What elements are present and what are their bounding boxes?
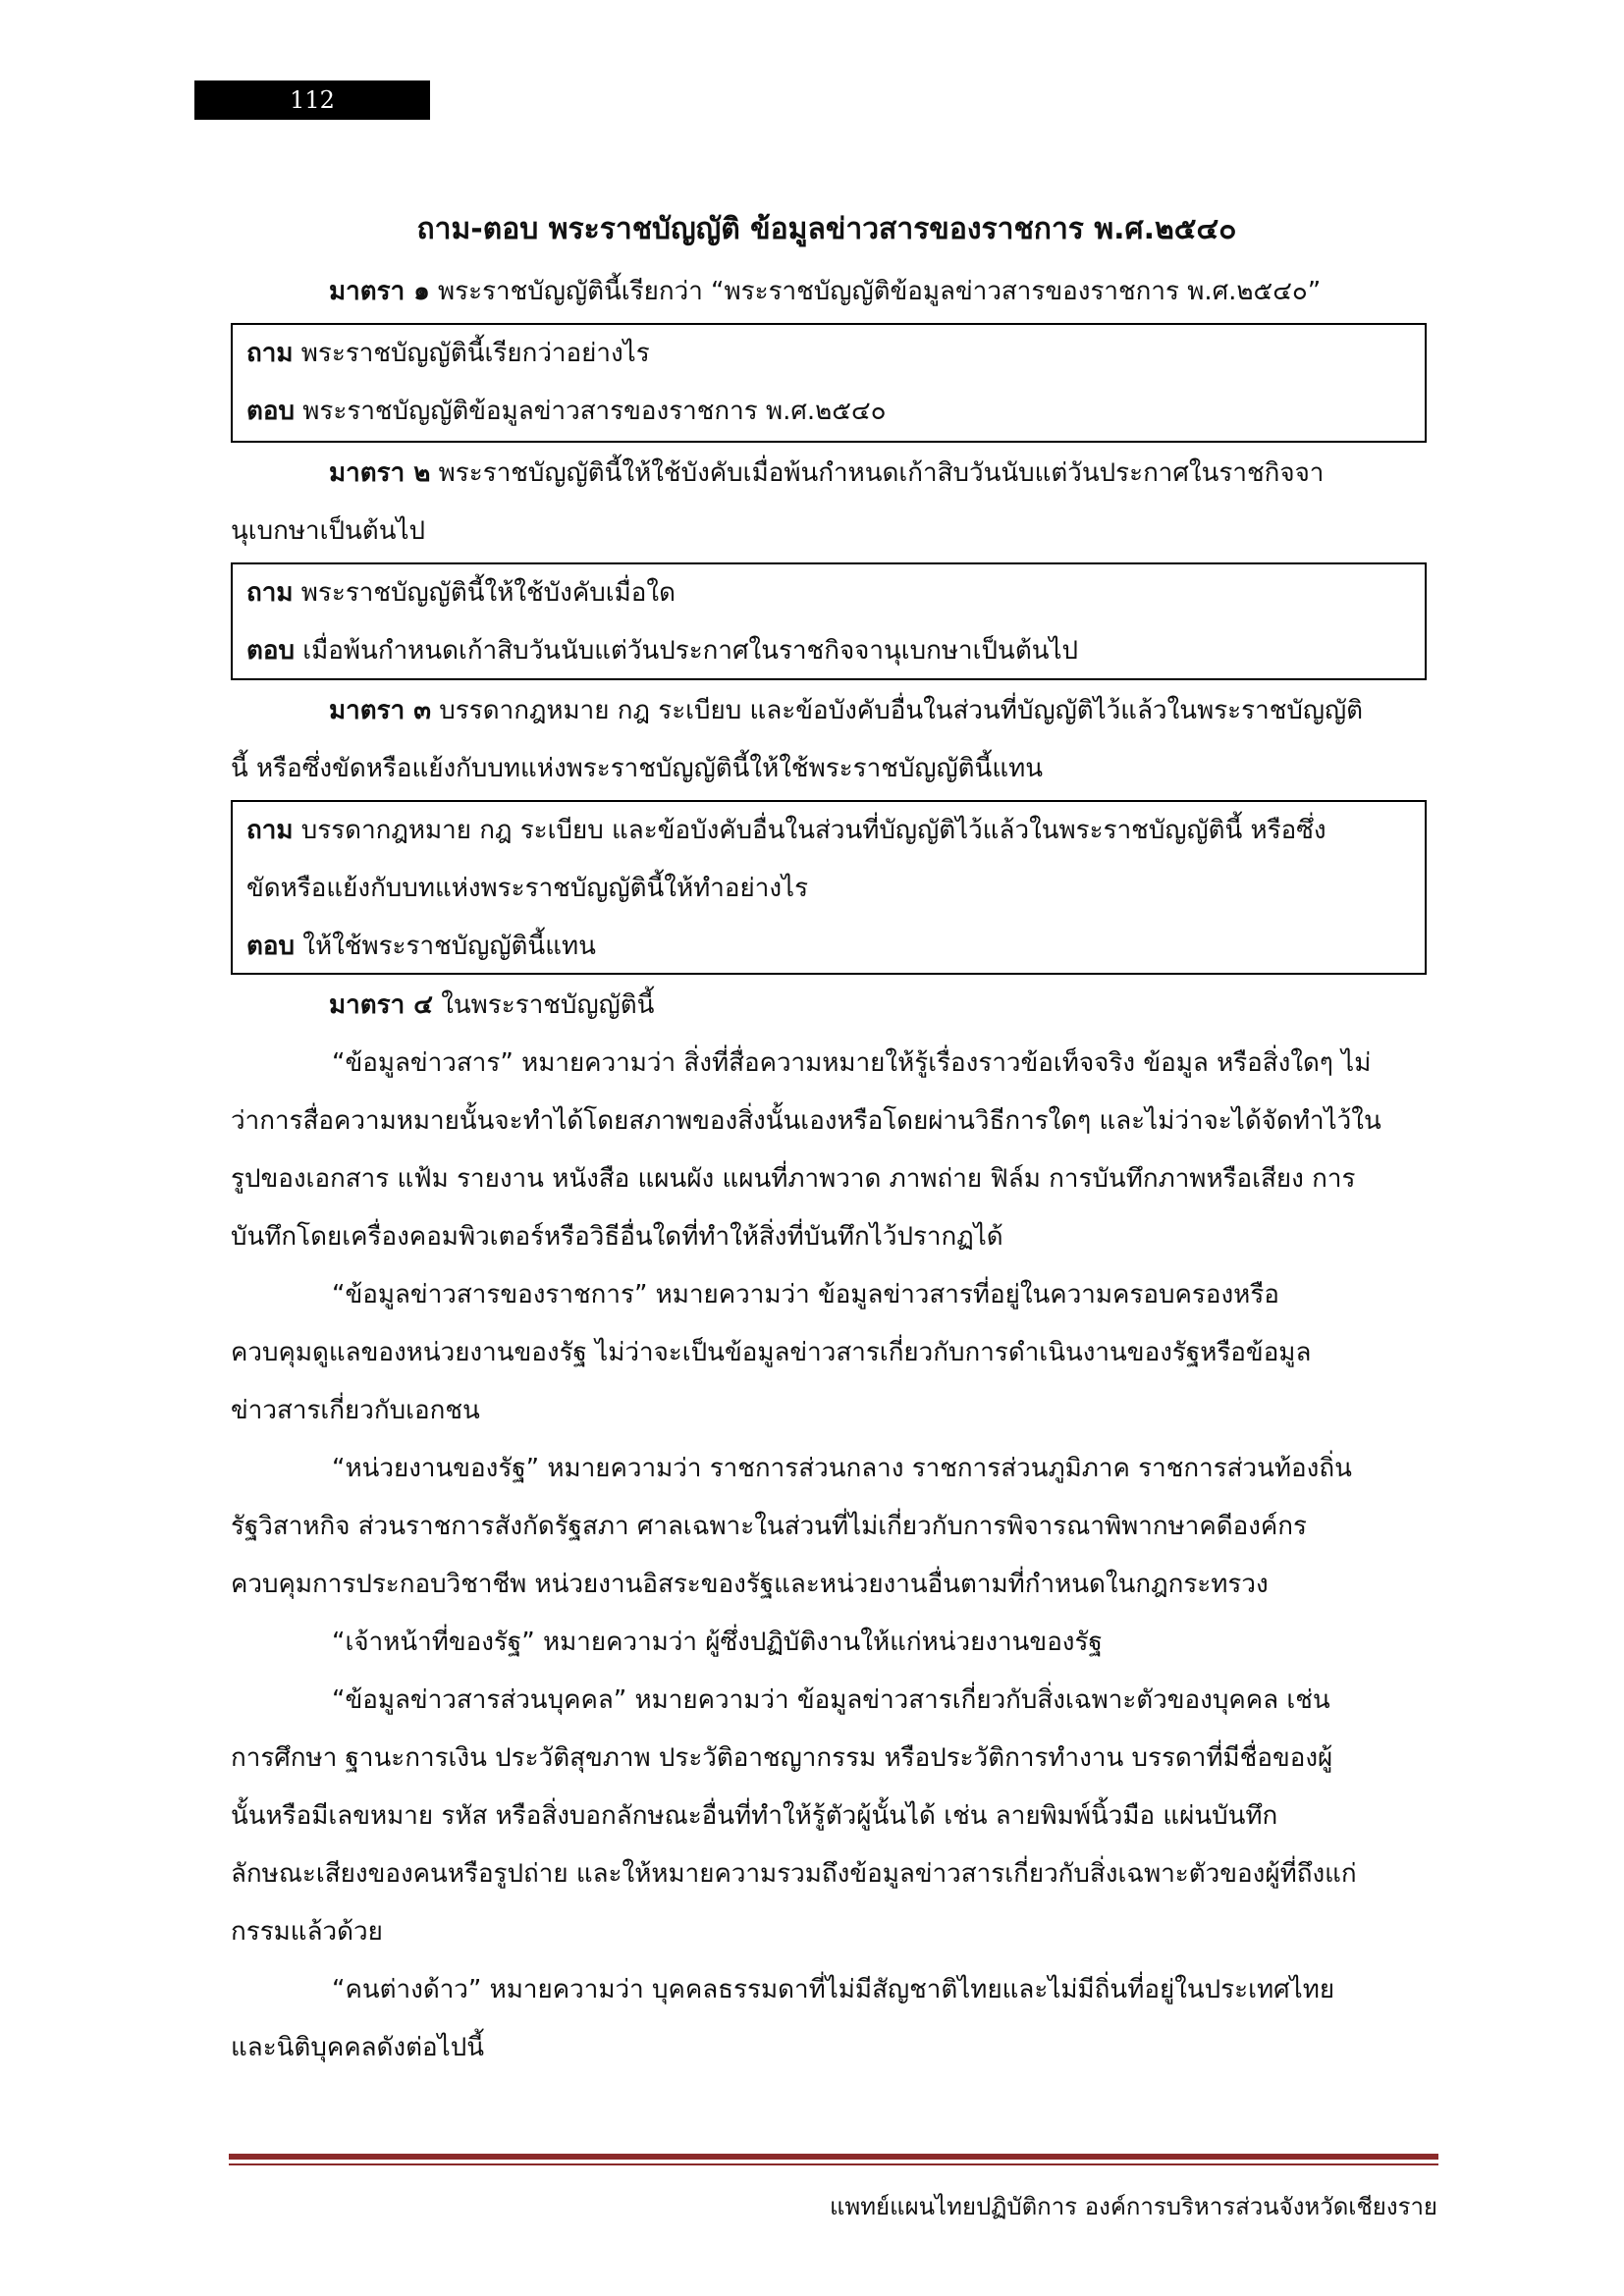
footer-divider — [229, 2154, 1438, 2160]
definition-line: รูปของเอกสาร แฟ้ม รายงาน หนังสือ แผนผัง แผนที่ภาพวาด ภาพถ่าย ฟิล์ม การบันทึกภาพหรือเสียง การ — [231, 1164, 1356, 1194]
definition-line: กรรมแล้วด้วย — [231, 1917, 383, 1947]
definition-line: “ข้อมูลข่าวสารส่วนบุคคล” หมายความว่า ข้อมูลข่าวสารเกี่ยวกับสิ่งเฉพาะตัวของบุคคล เช่น — [332, 1685, 1330, 1715]
definition-line: บันทึกโดยเครื่องคอมพิวเตอร์หรือวิธีอื่นใดที่ทำให้สิ่งที่บันทึกไว้ปรากฏได้ — [231, 1222, 1003, 1252]
question: ถาม พระราชบัญญัตินี้เรียกว่าอย่างไร — [246, 339, 650, 368]
definition-line: “คนต่างด้าว” หมายความว่า บุคคลธรรมดาที่ไม่มีสัญชาติไทยและไม่มีถิ่นที่อยู่ในประเทศไทย — [332, 1975, 1335, 2004]
document-body — [231, 263, 1429, 2077]
definition-line: ลักษณะเสียงของคนหรือรูปถ่าย และให้หมายความรวมถึงข้อมูลข่าวสารเกี่ยวกับสิ่งเฉพาะตัวของผู้ที่ถึงแก่ — [231, 1859, 1357, 1889]
question: ถาม บรรดากฎหมาย กฎ ระเบียบ และข้อบังคับอื่นในส่วนที่บัญญัติไว้แล้วในพระราชบัญญัตินี้ หรือซึ่ง — [246, 816, 1326, 845]
question-cont: ขัดหรือแย้งกับบทแห่งพระราชบัญญัตินี้ให้ทำอย่างไร — [246, 874, 809, 903]
definition-line: “หน่วยงานของรัฐ” หมายความว่า ราชการส่วนกลาง ราชการส่วนภูมิภาค ราชการส่วนท้องถิ่น — [332, 1454, 1352, 1483]
qa-box-1 — [231, 323, 1427, 443]
document-title: ถาม-ตอบ พระราชบัญญัติ ข้อมูลข่าวสารของราชการ พ.ศ.๒๕๔๐ — [416, 212, 1237, 246]
footer-divider-thin — [229, 2163, 1438, 2165]
question: ถาม พระราชบัญญัตินี้ให้ใช้บังคับเมื่อใด — [246, 578, 676, 608]
definition-line: รัฐวิสาหกิจ ส่วนราชการสังกัดรัฐสภา ศาลเฉพาะในส่วนที่ไม่เกี่ยวกับการพิจารณาพิพากษาคดีองค์กร — [231, 1512, 1308, 1541]
answer: ตอบ เมื่อพ้นกำหนดเก้าสิบวันนับแต่วันประกาศในราชกิจจานุเบกษาเป็นต้นไป — [246, 636, 1079, 666]
section-4-text: มาตรา ๔ ในพระราชบัญญัตินี้ — [329, 990, 655, 1020]
definition-line: การศึกษา ฐานะการเงิน ประวัติสุขภาพ ประวัติอาชญากรรม หรือประวัติการทำงาน บรรดาที่มีชื่อของผู้ — [231, 1743, 1333, 1773]
section-label: มาตรา ๒ — [329, 458, 431, 488]
definition-line: นั้นหรือมีเลขหมาย รหัส หรือสิ่งบอกลักษณะอื่นที่ทำให้รู้ตัวผู้นั้นได้ เช่น ลายพิมพ์นิ้วมือ แผ่นบันทึก — [231, 1801, 1278, 1831]
definition-line: ควบคุมการประกอบวิชาชีพ หน่วยงานอิสระของรัฐและหน่วยงานอื่นตามที่กำหนดในกฎกระทรวง — [231, 1570, 1269, 1599]
definition-line: ข่าวสารเกี่ยวกับเอกชน — [231, 1396, 480, 1425]
qa-box-3 — [231, 800, 1427, 975]
answer: ตอบ พระราชบัญญัติข้อมูลข่าวสารของราชการ พ.ศ.๒๕๔๐ — [246, 397, 887, 426]
section-3-text-cont: นี้ หรือซึ่งขัดหรือแย้งกับบทแห่งพระราชบัญญัตินี้ให้ใช้พระราชบัญญัตินี้แทน — [231, 754, 1043, 783]
definition-line: ว่าการสื่อความหมายนั้นจะทำได้โดยสภาพของสิ่งนั้นเองหรือโดยผ่านวิธีการใดๆ และไม่ว่าจะได้จัดทำไว้ใน — [231, 1106, 1381, 1136]
definition-line: และนิติบุคคลดังต่อไปนี้ — [231, 2033, 484, 2062]
page-number: 112 — [194, 80, 430, 120]
section-label: มาตรา ๔ — [329, 990, 433, 1020]
section-2-text: มาตรา ๒ พระราชบัญญัตินี้ให้ใช้บังคับเมื่อพ้นกำหนดเก้าสิบวันนับแต่วันประกาศในราชกิจจา — [329, 458, 1325, 488]
section-2-text-cont: นุเบกษาเป็นต้นไป — [231, 516, 426, 546]
definition-line: “ข้อมูลข่าวสารของราชการ” หมายความว่า ข้อมูลข่าวสารที่อยู่ในความครอบครองหรือ — [332, 1280, 1279, 1309]
section-label: มาตรา ๑ — [329, 277, 430, 306]
definition-line: “เจ้าหน้าที่ของรัฐ” หมายความว่า ผู้ซึ่งปฏิบัติงานให้แก่หน่วยงานของรัฐ — [332, 1628, 1103, 1657]
footer-text: แพทย์แผนไทยปฏิบัติการ องค์การบริหารส่วนจังหวัดเชียงราย — [829, 2193, 1437, 2220]
section-1-text: มาตรา ๑ พระราชบัญญัตินี้เรียกว่า “พระราชบัญญัติข้อมูลข่าวสารของราชการ พ.ศ.๒๕๔๐” — [329, 277, 1322, 306]
answer: ตอบ ให้ใช้พระราชบัญญัตินี้แทน — [246, 932, 596, 961]
definition-line: “ข้อมูลข่าวสาร” หมายความว่า สิ่งที่สื่อความหมายให้รู้เรื่องราวข้อเท็จจริง ข้อมูล หรือสิ่งใดๆ ไม่ — [332, 1048, 1372, 1078]
section-label: มาตรา ๓ — [329, 696, 432, 725]
definition-line: ควบคุมดูแลของหน่วยงานของรัฐ ไม่ว่าจะเป็นข้อมูลข่าวสารเกี่ยวกับการดำเนินงานของรัฐหรือข้อมูล — [231, 1338, 1312, 1367]
qa-box-2 — [231, 562, 1427, 680]
section-3-text: มาตรา ๓ บรรดากฎหมาย กฎ ระเบียบ และข้อบังคับอื่นในส่วนที่บัญญัติไว้แล้วในพระราชบัญญัติ — [329, 696, 1364, 725]
